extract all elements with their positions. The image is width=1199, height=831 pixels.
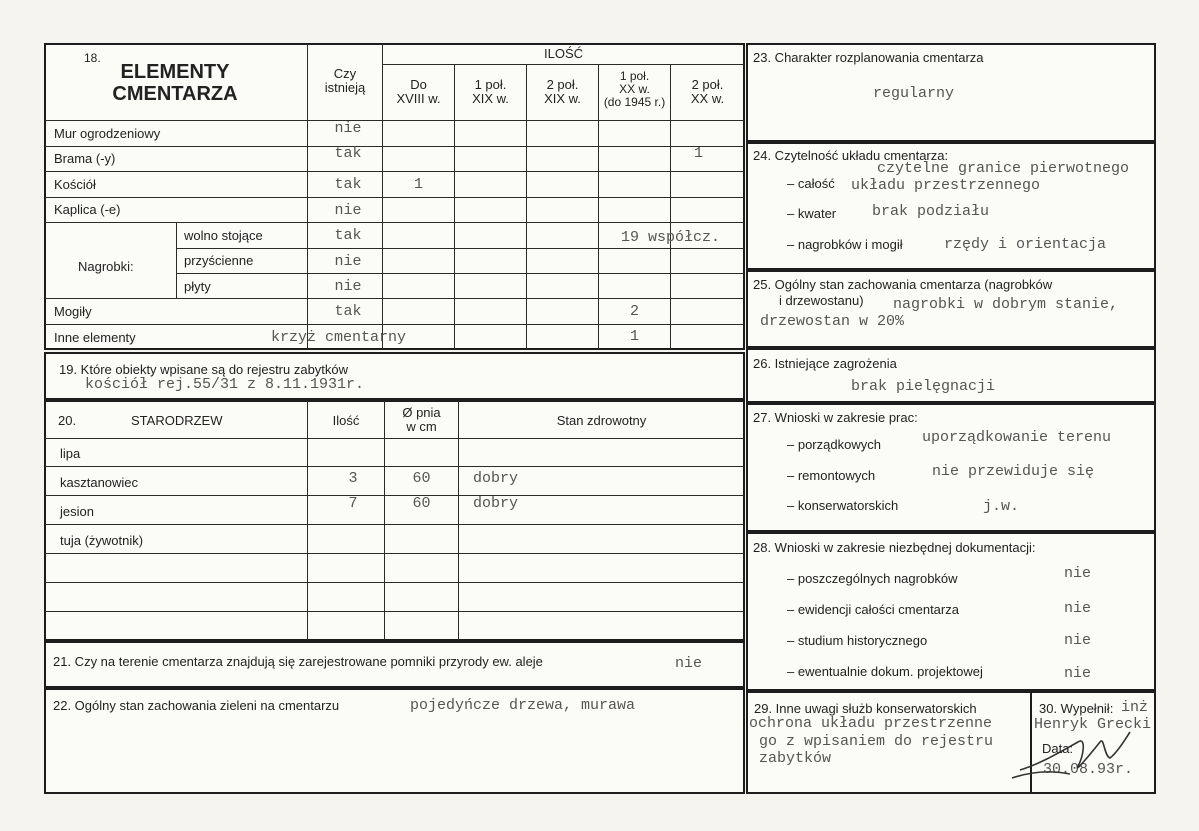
section-28-item-value: nie	[1064, 565, 1092, 582]
section-27-item-value: nie przewiduje się	[932, 463, 1095, 480]
church-count: 1	[413, 176, 423, 193]
col-exists-header: Czy istnieją	[324, 66, 366, 96]
col-period-5: 2 poł. XX w.	[690, 77, 725, 107]
section-28-label: 28. Wnioski w zakresie niezbędnej dokumentacji:	[753, 540, 1036, 555]
section-30-date-label: Data:	[1042, 741, 1074, 756]
section-28-item-value: nie	[1064, 632, 1092, 649]
section-27-item-label: – remontowych	[787, 468, 876, 483]
col-health-header: Stan zdrowotny	[556, 413, 647, 428]
section-24-kwater-label: – kwater	[787, 206, 837, 221]
section-24-calosc-value-1: czytelne granice pierwotnego	[877, 160, 1130, 177]
section-27-label: 27. Wnioski w zakresie prac:	[753, 410, 918, 425]
tree-dia: 60	[412, 495, 431, 512]
section-28-item-label: – ewentualnie dokum. projektowej	[787, 664, 983, 679]
signature-scribble	[1000, 712, 1150, 792]
col-dia-header: Ø pnia w cm	[402, 405, 441, 435]
tree-name: tuja (żywotnik)	[60, 533, 144, 548]
exists-value: nie	[334, 120, 362, 137]
section-29-value-2: go z wpisaniem do rejestru	[759, 733, 994, 750]
section-27-item-label: – porządkowych	[787, 437, 881, 452]
section-30-label: 30. Wypełnił:	[1039, 701, 1114, 716]
exists-value: nie	[334, 253, 362, 270]
section-28-item-label: – poszczególnych nagrobków	[787, 571, 958, 586]
section-28-item-label: – ewidencji całości cmentarza	[787, 602, 959, 617]
section-19-value: kościół rej.55/31 z 8.11.1931r.	[85, 376, 365, 393]
tree-dia: 60	[412, 470, 431, 487]
col-period-1: Do XVIII w.	[396, 77, 441, 107]
row-label: Kaplica (-e)	[54, 202, 121, 217]
section-25-value-1: nagrobki w dobrym stanie,	[893, 296, 1119, 313]
tree-name: lipa	[60, 446, 81, 461]
section-20-title: STARODRZEW	[131, 413, 223, 428]
row-label: Mur ogrodzeniowy	[54, 126, 161, 141]
exists-value: tak	[334, 145, 362, 162]
exists-value: nie	[334, 278, 362, 295]
section-22-label: 22. Ogólny stan zachowania zieleni na cmentarzu	[53, 698, 340, 713]
section-24-label: 24. Czytelność układu cmentarza:	[753, 148, 949, 163]
tree-health: dobry	[473, 470, 519, 487]
section-20-box	[44, 400, 745, 641]
section-21-label: 21. Czy na terenie cmentarza znajdują się zarejestrowane pomniki przyrody ew. aleje	[53, 654, 543, 669]
row-sublabel: płyty	[184, 279, 211, 294]
exists-value: tak	[334, 176, 362, 193]
col-ilosc-header: ILOŚĆ	[543, 46, 583, 61]
row-sublabel: przyścienne	[184, 253, 254, 268]
section-18-title: ELEMENTY CMENTARZA	[112, 61, 238, 105]
row-label: Mogiły	[54, 304, 92, 319]
row-label: Kościół	[54, 177, 96, 192]
gravestones-note: 19 współcz.	[621, 229, 721, 246]
tree-health: dobry	[473, 495, 519, 512]
section-28-item-value: nie	[1064, 600, 1092, 617]
tree-qty: 3	[348, 470, 358, 487]
section-19-label: 19. Które obiekty wpisane są do rejestru zabytków	[59, 362, 349, 377]
section-24-nagrobkow-label: – nagrobków i mogił	[787, 237, 903, 252]
tree-name: jesion	[60, 504, 94, 519]
section-30-date-value: 30.08.93r.	[1043, 761, 1134, 778]
section-29-value-3: zabytków	[759, 750, 832, 767]
section-26-value: brak pielęgnacji	[851, 378, 996, 395]
section-28-item-label: – studium historycznego	[787, 633, 928, 648]
col-period-2: 1 poł. XIX w.	[472, 77, 509, 107]
section-25-label-1: 25. Ogólny stan zachowania cmentarza (nagrobków	[753, 277, 1053, 292]
section-21-value: nie	[675, 655, 703, 672]
section-29-value-1: ochrona układu przestrzenne	[749, 715, 993, 732]
section-18-number: 18.	[84, 51, 101, 65]
tree-name: kasztanowiec	[60, 475, 139, 490]
section-24-nagrobkow-value: rzędy i orientacja	[944, 236, 1107, 253]
section-30-value-1: inż	[1121, 699, 1149, 716]
section-23-value: regularny	[873, 85, 955, 102]
section-28-item-value: nie	[1064, 665, 1092, 682]
graves-count: 2	[629, 303, 639, 320]
section-24-kwater-value: brak podziału	[872, 203, 990, 220]
exists-value: tak	[334, 227, 362, 244]
exists-value: nie	[334, 202, 362, 219]
section-25-value-2: drzewostan w 20%	[760, 313, 905, 330]
section-24-calosc-label: – całość	[787, 176, 835, 191]
other-count: 1	[629, 328, 639, 345]
row-sublabel: wolno stojące	[184, 228, 263, 243]
section-27-item-value: j.w.	[983, 498, 1020, 515]
section-29-label: 29. Inne uwagi służb konserwatorskich	[754, 701, 977, 716]
section-20-number: 20.	[58, 413, 77, 428]
section-22-value: pojedyńcze drzewa, murawa	[410, 697, 636, 714]
other-elements-note: krzyż cmentarny	[271, 329, 407, 346]
col-period-3: 2 poł. XIX w.	[544, 77, 581, 107]
col-qty-header: Ilość	[332, 413, 360, 428]
section-25-label-2: i drzewostanu)	[779, 293, 864, 308]
row-label: Inne elementy	[54, 330, 136, 345]
section-26-label: 26. Istniejące zagrożenia	[753, 356, 897, 371]
col-period-4: 1 poł. XX w. (do 1945 r.)	[603, 69, 666, 110]
section-27-item-label: – konserwatorskich	[787, 498, 899, 513]
exists-value: tak	[334, 303, 362, 320]
section-24-calosc-value-2: układu przestrzennego	[851, 177, 1041, 194]
section-30-value-2: Henryk Grecki	[1034, 716, 1152, 733]
section-23-label: 23. Charakter rozplanowania cmentarza	[753, 50, 984, 65]
row-label: Brama (-y)	[54, 151, 116, 166]
gate-count: 1	[693, 145, 703, 162]
section-27-item-value: uporządkowanie terenu	[922, 429, 1112, 446]
row-label-nagrobki: Nagrobki:	[78, 259, 134, 274]
tree-qty: 7	[348, 495, 358, 512]
